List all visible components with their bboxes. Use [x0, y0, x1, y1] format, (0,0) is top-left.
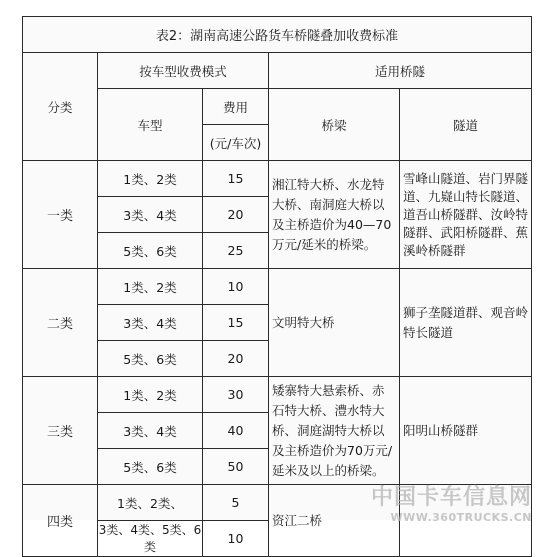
category-cell: 四类	[23, 485, 98, 557]
tunnel-cell: 雪峰山隧道、岩门界隧道、九嶷山特长隧道、道吾山桥隧群、汝岭特隧群、武阳桥隧群、蕉溪岭桥隧群	[400, 161, 532, 269]
header-fee: 费用	[203, 89, 269, 125]
header-fee-unit: (元/车次)	[203, 125, 269, 161]
watermark-name: 中国卡车信息网	[370, 485, 532, 510]
vehicle-cell: 5类、6类	[98, 449, 203, 485]
tunnel-cell	[400, 485, 532, 557]
fee-cell: 30	[203, 377, 269, 413]
fee-table	[22, 16, 532, 557]
watermark-url: WWW.360TRUCKS.CN	[390, 511, 532, 524]
table-row	[23, 377, 532, 413]
category-cell: 二类	[23, 269, 98, 377]
header-category: 分类	[23, 53, 98, 161]
category-cell: 三类	[23, 377, 98, 485]
table-row	[23, 485, 532, 521]
bridge-cell: 资江二桥	[269, 485, 400, 557]
bridge-cell: 文明特大桥	[269, 269, 400, 377]
fee-cell: 15	[203, 305, 269, 341]
vehicle-cell: 1类、2类	[98, 377, 203, 413]
vehicle-cell: 3类、4类	[98, 197, 203, 233]
fee-cell: 20	[203, 341, 269, 377]
vehicle-cell: 1类、2类、	[98, 485, 203, 521]
tunnel-cell: 阳明山桥隧群	[400, 377, 532, 485]
header-bridge: 桥梁	[269, 89, 400, 161]
vehicle-cell: 5类、6类	[98, 233, 203, 269]
header-applicable: 适用桥隧	[269, 53, 532, 89]
fee-cell: 20	[203, 197, 269, 233]
vehicle-cell: 3类、4类、5类、6类	[98, 521, 203, 557]
fee-cell: 10	[203, 269, 269, 305]
fee-cell: 50	[203, 449, 269, 485]
fee-cell: 25	[203, 233, 269, 269]
header-vehicle-type: 车型	[98, 89, 203, 161]
header-charging-mode: 按车型收费模式	[98, 53, 269, 89]
vehicle-cell: 5类、6类	[98, 341, 203, 377]
vehicle-cell: 3类、4类	[98, 413, 203, 449]
category-cell: 一类	[23, 161, 98, 269]
fee-cell: 40	[203, 413, 269, 449]
tunnel-cell: 狮子垄隧道群、观音岭特长隧道	[400, 269, 532, 377]
vehicle-cell: 3类、4类	[98, 305, 203, 341]
header-tunnel: 隧道	[400, 89, 532, 161]
bridge-cell: 矮寨特大悬索桥、赤石特大桥、澧水特大桥、洞庭湖特大桥以及主桥造价为70万元/延米及以上的桥梁。	[269, 377, 400, 485]
bridge-cell: 湘江特大桥、水龙特大桥、南洞庭大桥以及主桥造价为40—70万元/延米的桥梁。	[269, 161, 400, 269]
table-title: 表2：湖南高速公路货车桥隧叠加收费标准	[23, 17, 532, 53]
table-row	[23, 161, 532, 197]
vehicle-cell: 1类、2类	[98, 269, 203, 305]
vehicle-cell: 1类、2类	[98, 161, 203, 197]
fee-cell: 10	[203, 521, 269, 557]
table-row	[23, 269, 532, 305]
fee-cell: 15	[203, 161, 269, 197]
fee-cell: 5	[203, 485, 269, 521]
